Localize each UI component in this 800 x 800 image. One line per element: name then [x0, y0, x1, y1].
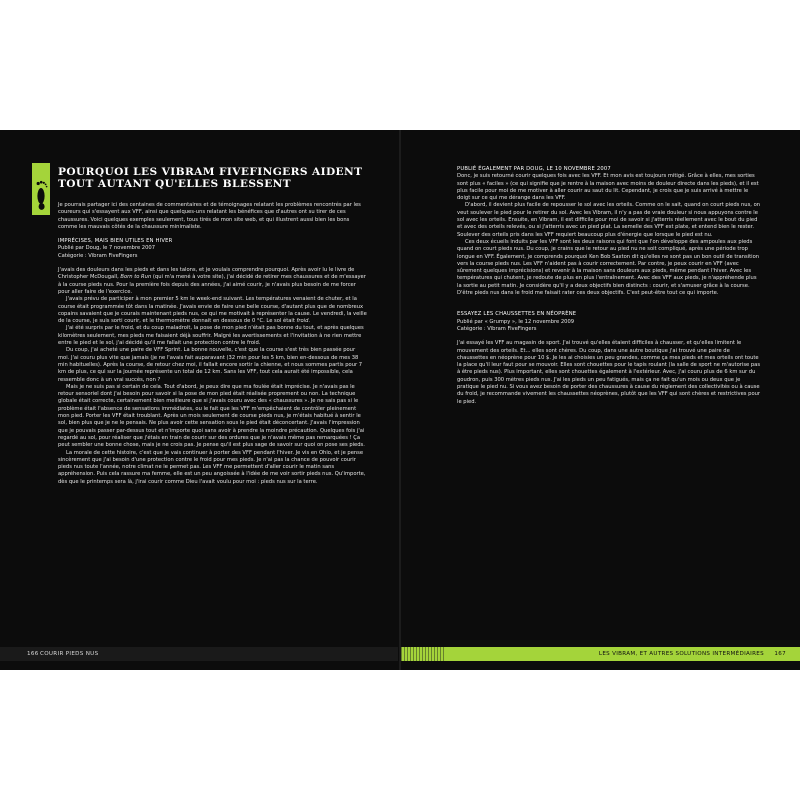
emphasis-text: froid	[296, 318, 309, 325]
body-paragraph: J'ai été surpris par le froid, et du coup maladroit, la pose de mon pied n'était pas bonne du tout, et après quelques kilomètres seulement, mes pieds me faisaient déjà souffrir. Malgré les avertissements et l'invitation à ne rien mettre entre le pied et le sol, j'ai décidé qu'il me fallait une protection contre le froid.	[58, 325, 364, 347]
book-title: Born to Run	[120, 274, 152, 281]
left-running-title: COURIR PIEDS NUS	[40, 651, 99, 657]
post-byline: Publié par Doug, le 7 novembre 2007	[58, 245, 156, 252]
body-paragraph: La morale de cette histoire, c'est que je vais continuer à porter des VFF pendant l'hiver. Je vis en Ohio, et je pense sincèrement que j'ai besoin d'une protection contre le froid pour mes pieds. Je n'ai pas la chance de pouvoir courir pieds nus toute l'année, notre climat ne le permet pas. Les VFF me permettent d'aller courir le matin sans appréhension. Puis cela rassure ma femme, elle est un peu angoissée à l'idée de me voir sortir pieds nus. Qu'importe, dès que le printemps sera là, j'irai courir comme Dieu l'avait voulu pour moi : pieds nus sur la terre.	[58, 449, 366, 485]
footprint-icon	[32, 163, 50, 215]
paragraph-text: .	[308, 318, 311, 325]
footer-stripe-pattern	[401, 647, 445, 661]
body-paragraph	[58, 267, 368, 296]
body-paragraph: Du coup, j'ai acheté une paire de VFF Sprint. La bonne nouvelle, c'est que la course s'est très bien passée pour moi. J'ai couru plus vite que jamais (je ne l'avais fait auparavant (32 min pour les 5 km, bien en-dessous de mes 38 min habituelles). Après la course, de retour chez moi, il fallait encore sortir la chienne, et nous sommes partis pour 7 km de plus, ce qui sur la journée représente un total de 12 km. Sans les VFF, tout cela aurait été impossible, cela ressemble donc à un vrai succès, non ?	[58, 347, 363, 383]
left-page-number: 166	[27, 651, 39, 657]
paragraph-text: (qui m'a mené à votre site), j'ai décidé de retirer mes chaussures et de m'essayer à la course pieds nus. Pour la première fois depuis des années, j'ai aimé courir, je n'avais plus besoin de me forcer pour aller faire de l'exercice.	[58, 274, 366, 295]
body-paragraph: Mais je ne suis pas si certain de cela. Tout d'abord, je peux dire que ma foulée était imprécise. Je n'avais pas le retour sensoriel dont j'ai besoin pour savoir si la pose de mon pied était réalisée proprement ou non. La technique globale était correcte, certainement bien meilleure que si j'avais couru avec des « chaussures ». Je ne sais pas si le problème était l'absence de sensations immédiates, ou le fait que les VFF m'empêchaient de contrôler pleinement mon pied. Porter les VFF était troublant. Après un mois seulement de course pieds nus, je m'étais habitué à sentir le sol, bien plus que je ne le pensais. Ne plus avoir cette sensation sous le pied était déconcertant. J'avais l'impression que je pouvais passer par-dessus tout et n'importe quoi sans avoir à prendre la moindre précaution. Quelques fois j'ai regardé au sol, pour réaliser que j'étais en train de courir sur des ordures que je n'avais même pas remarquées ! Ça peut sembler une bonne chose, mais je ne crois pas. Je pense qu'il est plus sage de savoir sur quoi on pose ses pieds.	[58, 383, 365, 449]
title-line-2: TOUT AUTANT QU'ELLES BLESSENT	[58, 178, 292, 190]
right-running-title: LES VIBRAM, ET AUTRES SOLUTIONS INTERMÉDIAIRES	[598, 651, 764, 657]
paragraph-text: J'avais prévu de participer à mon premier 5 km le week-end suivant. Les températures venaient de chuter, et la course était programmée tôt dans la matinée. J'avais envie de faire une belle course, d'autant plus que de nombreux copains savaient que je courais maintenant pieds nus, ce qui me motivait à représenter la cause. Le vendredi, la veille de la course, je suis sorti courir, et le thermomètre donnait en dessous de 0 °C. Le sol était	[58, 296, 367, 325]
body-paragraph	[58, 296, 368, 325]
title-line-1: POURQUOI LES VIBRAM FIVEFINGERS AIDENT	[58, 166, 363, 178]
body-paragraph: Donc, je suis retourné courir quelques fois avec les VFF. Et mon avis est toujours mitigé. Grâce à elles, mes sorties sont plus « faciles » (ce qui signifie que je rentre à la maison avec moins de douleur directe dans les pieds), et il est plus facile pour moi de me motiver à aller courir au saut du lit. Cependant, je crois que je suis arrivé à mettre le doigt sur ce qui me dérange dans les VFF.	[457, 173, 759, 202]
post-heading: IMPRÉCISES, MAIS BIEN UTILES EN HIVER	[58, 238, 173, 245]
body-paragraph: D'abord, il devient plus facile de repousser le sol avec les orteils. Comme on le sait, quand on court pieds nus, on veut soulever le pied pour le retirer du sol. Avec les Vibram, il n'y a pas de vraie douleur si nous appuyons contre le sol avec les orteils. Ensuite, en Vibram, il est difficile pour moi de savoir si j'atterris réellement avec le bout du pied et avec des orteils relevés, ou si j'atterris avec un pied plat. La semelle des VFF est plate, et entend bien le rester. Soulever des orteils pris dans les VFF requiert beaucoup plus d'énergie que lorsque le pied est nu.	[457, 202, 761, 238]
post-category: Catégorie : Vibram FiveFingers	[457, 325, 537, 332]
paragraph-text: J'avais des douleurs dans les pieds et dans les talons, et je voulais comprendre pourquoi. Après avoir lu le livre de Christopher McDougall,	[58, 267, 355, 281]
right-page-number: 167	[774, 651, 786, 657]
body-paragraph: Ces deux écueils induits par les VFF sont les deux raisons qui font que l'on développe des ampoules aux pieds quand on court pieds nus. Du coup, je crains que le retour au pied nu ne soit compliqué, après une période trop longue en VFF. Également, je comprends pourquoi Ken Bob Saxton dit qu'elles ne sont pas un bon outil de transition vers la course pieds nus. Les VFF n'aident pas à courir correctement. Par contre, je peux courir en VFF (avec sûrement quelques imprécisions) et revenir à la maison sans douleurs aux pieds, même pendant l'hiver. Avec les températures qui chutent, je redoute de plus en plus l'entraînement. Avec des VFF aux pieds, je n'appréhende plus la sortie au petit matin. Je considère qu'il y a deux objectifs bien distincts : courir, et s'amuser grâce à la course. D'être pieds nus dans le froid me faisait rater ces deux objectifs. C'est peut-être tout ce qui importe.	[457, 238, 760, 297]
left-footer-bar	[0, 647, 398, 661]
left-text-column	[58, 202, 368, 486]
post-byline: Publié par « Grumpy », le 12 novembre 2009	[457, 318, 575, 325]
left-page	[0, 130, 400, 670]
book-spread	[0, 130, 800, 670]
post-heading: ESSAYEZ LES CHAUSSETTES EN NÉOPRÈNE	[457, 311, 577, 318]
right-footer-bar	[401, 647, 800, 661]
post-heading: PUBLIÉ ÉGALEMENT PAR DOUG, LE 10 NOVEMBRE 2007	[457, 166, 611, 172]
right-text-column	[457, 166, 762, 406]
body-paragraph: J'ai essayé les VFF au magasin de sport. J'ai trouvé qu'elles étaient difficiles à chausser, et qu'elles limitent le mouvement des orteils. Et... elles sont chères. Du coup, dans une autre boutique j'ai trouvé une paire de chaussettes en néoprène pour 10 $. Je les ai choisies un peu grandes, comme ça mes pieds et mes orteils ont toute la place qu'il leur faut pour se mouvoir. Elles sont chouettes pour le tapis roulant (la salle de sport ne m'autorise pas à être pieds nus). Plus important, elles sont chouettes également à l'extérieur. Avec, j'ai couru plus de 6 km sur du goudron, puis 300 mètres pieds nus. J'ai les pieds un peu fatigués, mais ça ne fait qu'un mois ou deux que je pratique le pied nu. Si vous avez besoin de porter des chaussures à cause du règlement des collectivités ou à cause du froid, je recommande vivement les chaussettes néoprènes, plutôt que les VFF qui sont chères et restrictives pour le pied.	[457, 340, 761, 405]
intro-paragraph: Je pourrais partager ici des centaines de commentaires et de témoignages relatant les problèmes rencontrés par les coureurs qui s'essayent aux VFF, ainsi que quelques-uns relatant les bénéfices que d'autres ont su tirer de ces chaussures. Voici quelques exemples seulement, tous tirés de mon site web, et qui illustrent aussi bien les bons comme les mauvais côtés de la chaussure minimaliste.	[58, 202, 361, 230]
chapter-section-title	[58, 166, 368, 190]
right-page	[401, 130, 800, 670]
post-category: Catégorie : Vibram FiveFingers	[58, 252, 138, 259]
